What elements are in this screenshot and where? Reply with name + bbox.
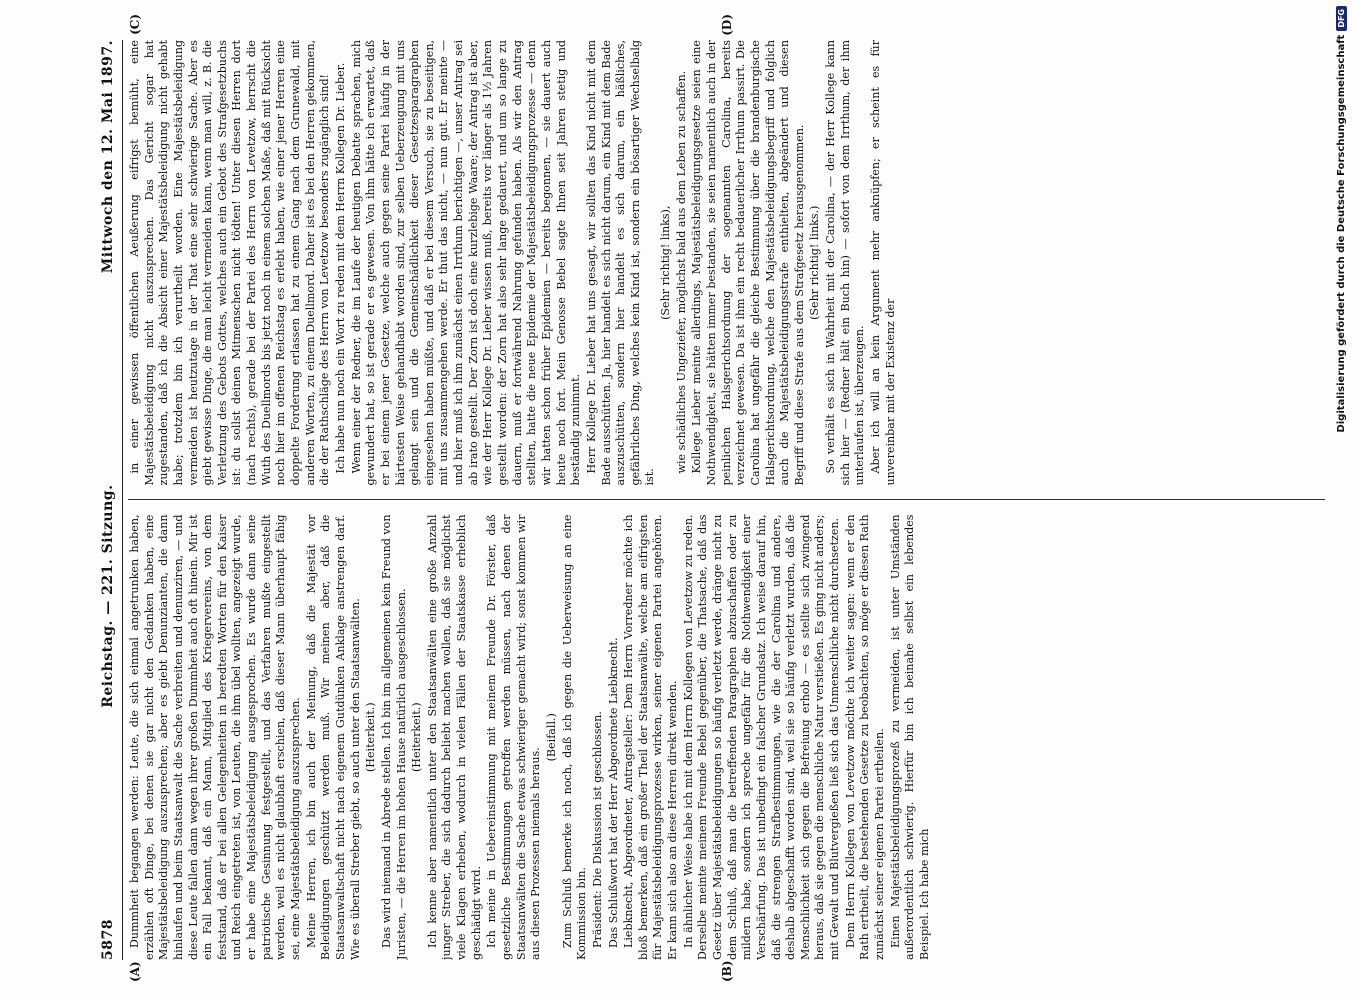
page-date: Mittwoch den 12. Mai 1897. [100, 40, 116, 274]
paragraph: Das wird niemand in Abrede stellen. Ich bin im allgemeinen kein Freund von Juristen, — die Herren im hohen Hause natürlich ausgeschlossen. [379, 514, 408, 960]
dfg-logo: DFG [1336, 6, 1347, 31]
paragraph: Zum Schluß bemerke ich noch, daß ich gegen die Ueberweisung an eine Kommission bin. [560, 514, 589, 960]
left-column [128, 515, 1325, 961]
credit-text: Digitalisierung gefördert durch die Deutsche Forschungsgemeinschaft [1336, 34, 1347, 433]
paragraph: in einer gewissen öffentlichen Aeußerung eifrigst bemüht, eine Majestätsbeleidigung nicht auszusprechen. Das Gericht sogar hat zugestanden, daß ich die Absicht einer Majestätsbeleidigung nicht gehabt habe; trotzdem bin ich verurtheilt worden. Eine Majestätsbeleidigung vermeiden ist heutzutage in der That eine sehr schwierige Sache. Aber es giebt gewisse Dinge, die man leicht vermeiden kann, wenn man will, z. B. die Verletzung des Gebots Gottes, welches auch ein Gebot des Strafgesetzbuchs ist: du sollst deinen Mitmenschen nicht tödten! Unter diesen Herren dort (nach rechts), gerade bei der Partei des Herrn von Levetzow, herrscht die Wuth des Duellmords bis jetzt noch in einem solchen Maße, daß mit Rücksicht noch hier im offenen Reichstag es erlebt haben, wie einer jener Herren eine doppelte Forderung erlassen hat zu einem Gang nach dem Grunewald, mit anderen Worten, zu einem Duellmord. Daher ist es bei den Herren gekommen, die der Rathschläge des Herrn von Levetzow besonders zugänglich sind! [128, 40, 332, 486]
paragraph: Dummheit begangen werden: Leute, die sich einmal angetrunken haben, erzählen oft Dinge, bei denen sie gar nicht den Gedanken haben, eine Majestätsbeleidigung auszusprechen; aber es giebt Denunzianten, die dann hinlaufen und beim Staatsanwalt die Sache verbreiten und denunziren, — und diese Leute fallen dann wegen ihrer großen Dummheit auch oft hinein. Mir ist ein Fall bekannt, daß ein Mann, Mitglied des Kriegervereins, von dem feststand, daß er bei allen Gelegenheiten in beredten Worten für den Kaiser und Reich eingetreten ist, von Leuten, die ihm übel wollten, angezeigt wurde, er habe eine Majestätsbeleidigung ausgesprochen. Es wurde dann seine patriotische Gesinnung festgestellt, und das Verfahren mußte eingestellt werden, weil es nicht glaubhaft erschien, daß dieser Mann überhaupt fähig sei, eine Majestätsbeleidigung auszusprechen. [128, 514, 303, 960]
paragraph: Meine Herren, ich bin auch der Meinung, daß die Majestät vor Beleidigungen geschützt werden muß. Wir meinen aber, daß die Staatsanwaltschaft nicht nach eigenem Gutdünken Anklage anstrengen darf. Wie es überall Streber giebt, so auch unter den Staatsanwälten. [304, 514, 362, 960]
paragraph: Einen Majestätsbeleidigungsprozeß zu vermeiden, ist unter Umständen außerordentlich schwierig. Hierfür bin ich beinahe selbst ein lebendes Beispiel. Ich habe mich [888, 514, 931, 960]
paragraph: (Heiterkeit.) [410, 702, 424, 773]
paragraph: (Sehr richtig! links.) [808, 205, 822, 320]
paragraph: Präsident: Die Diskussion ist geschlossen. [590, 711, 604, 948]
paragraph: Kollege Lieber meinte allerdings, Majestätsbeleidigungsgesetze seien eine Nothwendigkeit, sie hätten immer bestanden, sie seien namentlich auch in der peinlichen Halsgerichtsordnung der sogenannten Carolina, bereits verzeichnet gewesen. Da ist ihm ein recht bedauerlicher Irrthum passirt. Die Carolina hat ungefähr die gleiche Bestimmung über die brandenburgische Halsgerichtsordnung, welche den Majestätsbeleidigungsbegriff und folglich auch die Majestätsbeleidigungsstrafe enthielten, abgeändert und diesen Begriff und diese Strafe aus dem Strafgesetz herausgenommen. [690, 40, 806, 486]
paragraph: wie schädliches Ungeziefer, möglichst bald aus dem Leben zu schaffen. [674, 70, 688, 474]
page-title: Reichstag. — 221. Sitzung. [100, 484, 116, 708]
margin-marker-c: (C) [128, 14, 142, 35]
paragraph: (Heiterkeit.) [364, 702, 378, 773]
paragraph: Ich meine in Uebereinstimmung mit meinem Freunde Dr. Förster, daß gesetzliche Bestimmungen getroffen werden müssen, nach denen der Staatsanwälten die Sache etwas schwieriger gemacht wird; sonst kommen wir aus diesen Prozessen niemals heraus. [485, 514, 543, 960]
text-columns [128, 40, 1325, 960]
paragraph: Dem Herrn Kollegen von Levetzow möchte ich weiter sagen: wenn er den Rath ertheilt, die bestehenden Gesetze zu beobachten, so möge er diesen Rath zunächst seiner eigenen Partei ertheilen. [843, 514, 887, 960]
paragraph: Ich habe nun noch ein Wort zu reden mit dem Herrn Kollegen Dr. Lieber. [333, 62, 347, 474]
margin-marker-b: (B) [720, 960, 734, 982]
margin-marker-a: (A) [128, 961, 142, 982]
margin-marker-d: (D) [720, 14, 734, 36]
paragraph: So verhält es sich in Wahrheit mit der Carolina, — der Herr Kollege kann sich hier — (Redner hält ein Buch hin) — sofort von dem Irrthum, der ihm unterlaufen ist, überzeugen. [824, 40, 867, 486]
paragraph: (Beifall.) [544, 713, 558, 762]
paragraph: Herr Kollege Dr. Lieber hat uns gesagt, wir sollten das Kind nicht mit dem Bade ausschütten. Ja, hier handelt es sich nicht darum, ein Kind mit dem Bade auszuschütten, sondern hier handelt es sich darum, ein häßliches, gefährliches Ding, welches kein Kind ist, sondern ein bösartiger Wechselbalg ist. [584, 40, 657, 486]
paragraph: Ich kenne aber namentlich unter den Staatsanwälten eine große Anzahl junger Streber, die sich dadurch beliebt machen wollen, daß sie möglichst viele Klagen erheben, wodurch in vielen Fällen der Staatskasse erheblich geschädigt wird. [425, 514, 483, 960]
page-number: 5878 [100, 919, 116, 960]
paragraph: Das Schlußwort hat der Herr Abgeordnete Liebknecht. [606, 637, 620, 948]
digitization-credit [1336, 6, 1347, 433]
paragraph: Aber ich will an kein Argument mehr anknüpfen; er scheint es für unvereinbar mit der Existenz der [869, 40, 897, 486]
paragraph: (Sehr richtig! links), [659, 205, 673, 320]
paragraph: Wenn einer der Redner, die im Laufe der heutigen Debatte sprachen, mich gewundert hat, so ist gerade er es gewesen. Von ihm hätte ich erwartet, daß er bei einem jener Gesetze, welche auch gegen seine Partei häufig in der härtesten Weise gehandhabt worden sind, zur selben Ueberzeugung mit uns gelangt sein und die Gemeinschädlichkeit dieser Gesetzesparagraphen eingesehen haben müßte, und daß er bei diesem Versuch, sie zu beseitigen, mit uns zusammengehen werde. Er thut das nicht, — nun gut. Er meinte — und hier muß ich ihm zunächst einen Irrthum berichtigen —, unser Antrag sei ab irato gestellt. Der Zorn ist doch eine kurzlebige Waare; der Antrag ist aber, wie der Herr Kollege Dr. Lieber wissen muß, bereits vor länger als 1½ Jahren gestellt worden: der Zorn hat also sehr lange gedauert, und um so lange zu dauern, muß er fortwährend Nahrung gefunden haben. Als wir den Antrag stellten, hatte die neue Epidemie der Majestätsbeleidigungsprozesse — denn wir hatten schon früher Epidemien — bereits begonnen, — sie dauert auch heute noch fort. Mein Genosse Bebel sagte Ihnen seit Jahren stetig und beständig zunimmt. [349, 40, 583, 486]
paragraph: Liebknecht, Abgeordneter, Antragsteller: Dem Herrn Vorredner möchte ich bloß bemerken, daß ein großer Theil der Staatsanwälte, welche am eifrigsten für Majestätsbeleidigungsprozesse wirken, seiner eigenen Partei angehören. Er kann sich also an diese Herren direkt wenden. [622, 514, 680, 960]
right-column [128, 40, 1325, 486]
page-header [100, 40, 123, 960]
column-divider [128, 500, 1325, 501]
paragraph: In ähnlicher Weise habe ich mit dem Herrn Kollegen von Levetzow zu reden. Derselbe meinte meinem Freunde Bebel gegenüber, die Thatsache, daß das Gesetz über Majestätsbeleidigungen so häufig verletzt werde, dränge nicht zu dem Schluß, daß man die betreffenden Paragraphen abzuschaffen oder zu mildern habe, sondern ich spreche ungefähr für die Nothwendigkeit einer Verschärfung. Das ist unbedingt ein falscher Grundsatz. Ich weise darauf hin, daß die strengen Strafbestimmungen, wie die der Carolina und andere, deshalb abgeschafft worden sind, weil sie so häufig verletzt wurden, daß die Menschlichkeit sich gegen die Befreiung erhob — es stellte sich zwingend heraus, daß sie gegen die menschliche Natur verstießen. Es ging nicht anders; mit Gewalt und Blutvergießen ließ sich das Unmenschliche nicht durchsetzen. [681, 514, 842, 960]
